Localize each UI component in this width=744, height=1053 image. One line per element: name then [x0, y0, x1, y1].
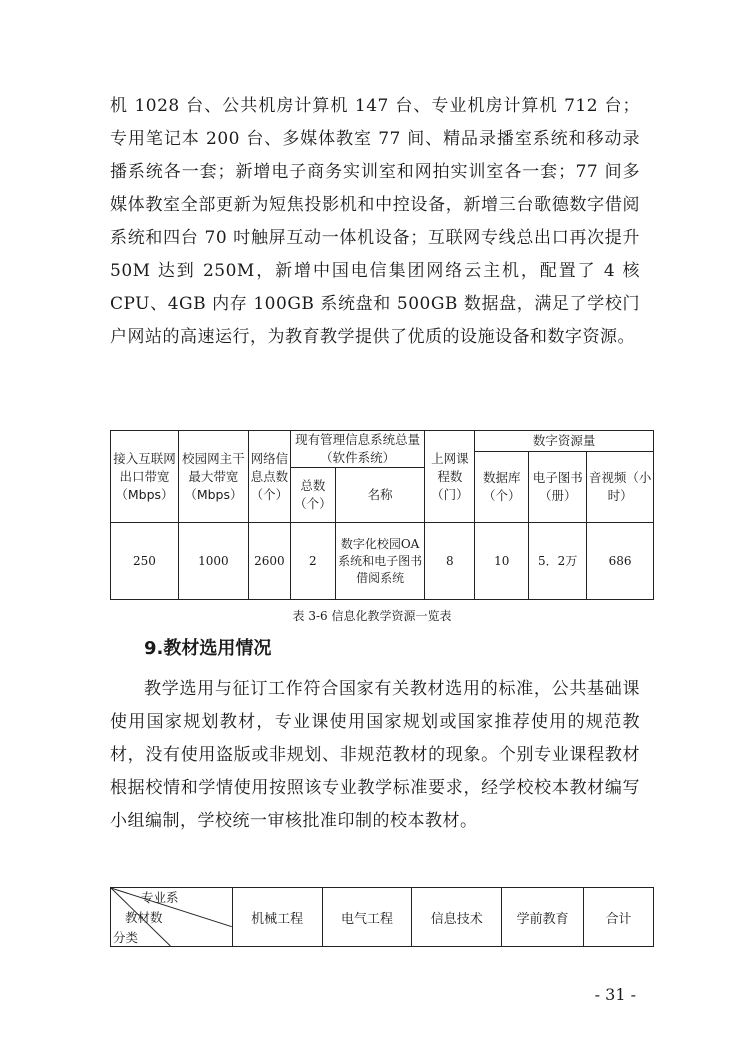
- header-total: 合计: [584, 888, 654, 947]
- diagonal-label-category: 分类: [113, 930, 139, 945]
- header-av-hours: 音视频（小时）: [587, 452, 654, 523]
- cell-av-hours: 686: [587, 523, 654, 600]
- diagonal-header-cell: [111, 888, 233, 947]
- table-caption: 表 3-6 信息化教学资源一览表: [292, 609, 452, 623]
- body-paragraph: 教学选用与征订工作符合国家有关教材选用的标准，公共基础课使用国家规划教材，专业课使用国家规划或国家推荐使用的规范教材，没有使用盗版或非规划、非规范教材的现象。个别专业课程教材根据校情和学情使用按照该专业教学标准要求，经学校校本教材编写小组编制，学校统一审核批准印制的校本教材。: [110, 679, 640, 831]
- section-heading: 9.教材选用情况: [144, 638, 272, 659]
- diagonal-label-dept: 专业系: [141, 890, 179, 905]
- cell-ebooks: 5．2万: [529, 523, 587, 600]
- page-number: - 31 -: [594, 985, 636, 1004]
- cell-campus-backbone: 1000: [178, 523, 248, 600]
- cell-mgmt-name: 数字化校园OA系统和电子图书借阅系统: [335, 523, 425, 600]
- header-network-points: 网络信息点数（个）: [248, 431, 290, 523]
- header-mgmt-count: 总数（个）: [290, 468, 335, 523]
- materials-table: [110, 887, 654, 947]
- cell-network-points: 2600: [248, 523, 290, 600]
- header-campus-backbone: 校园网主干最大带宽（Mbps）: [178, 431, 248, 523]
- cell-databases: 10: [475, 523, 529, 600]
- header-databases: 数据库（个）: [475, 452, 529, 523]
- cell-bandwidth-out: 250: [111, 523, 179, 600]
- header-digital-resources: 数字资源量: [475, 431, 654, 452]
- cell-online-courses: 8: [425, 523, 475, 600]
- header-bandwidth-out: 接入互联网出口带宽（Mbps）: [111, 431, 179, 523]
- cell-mgmt-count: 2: [290, 523, 335, 600]
- table-row: [111, 888, 654, 947]
- diagonal-label-count: 教材数: [125, 910, 163, 925]
- header-ebooks: 电子图书（册）: [529, 452, 587, 523]
- header-mgmt-name: 名称: [335, 468, 425, 523]
- header-electrical: 电气工程: [322, 888, 412, 947]
- header-online-courses: 上网课程数（门）: [425, 431, 475, 523]
- info-resources-table: [110, 430, 654, 600]
- header-mgmt-systems: 现有管理信息系统总量（软件系统）: [290, 431, 425, 468]
- header-mechanical: 机械工程: [232, 888, 322, 947]
- table-row: [111, 523, 654, 600]
- header-it: 信息技术: [412, 888, 502, 947]
- body-paragraph: 机 1028 台、公共机房计算机 147 台、专业机房计算机 712 台；专用笔记本 200 台、多媒体教室 77 间、精品录播室系统和移动录播系统各一套；新增电子商务实训室和网拍实训室各一套；77 间多媒体教室全部更新为短焦投影机和中控设备，新增三台歌德数字借阅系统和四台 70 吋触屏互动一体机设备；互联网专线总出口再次提升 50M 达到 250M，新增中国电信集团网络云主机，配置了 4 核 CPU、4GB 内存 100GB 系统盘和 500GB 数据盘，满足了学校门户网站的高速运行，为教育教学提供了优质的设施设备和数字资源。: [110, 96, 640, 347]
- header-preschool: 学前教育: [502, 888, 584, 947]
